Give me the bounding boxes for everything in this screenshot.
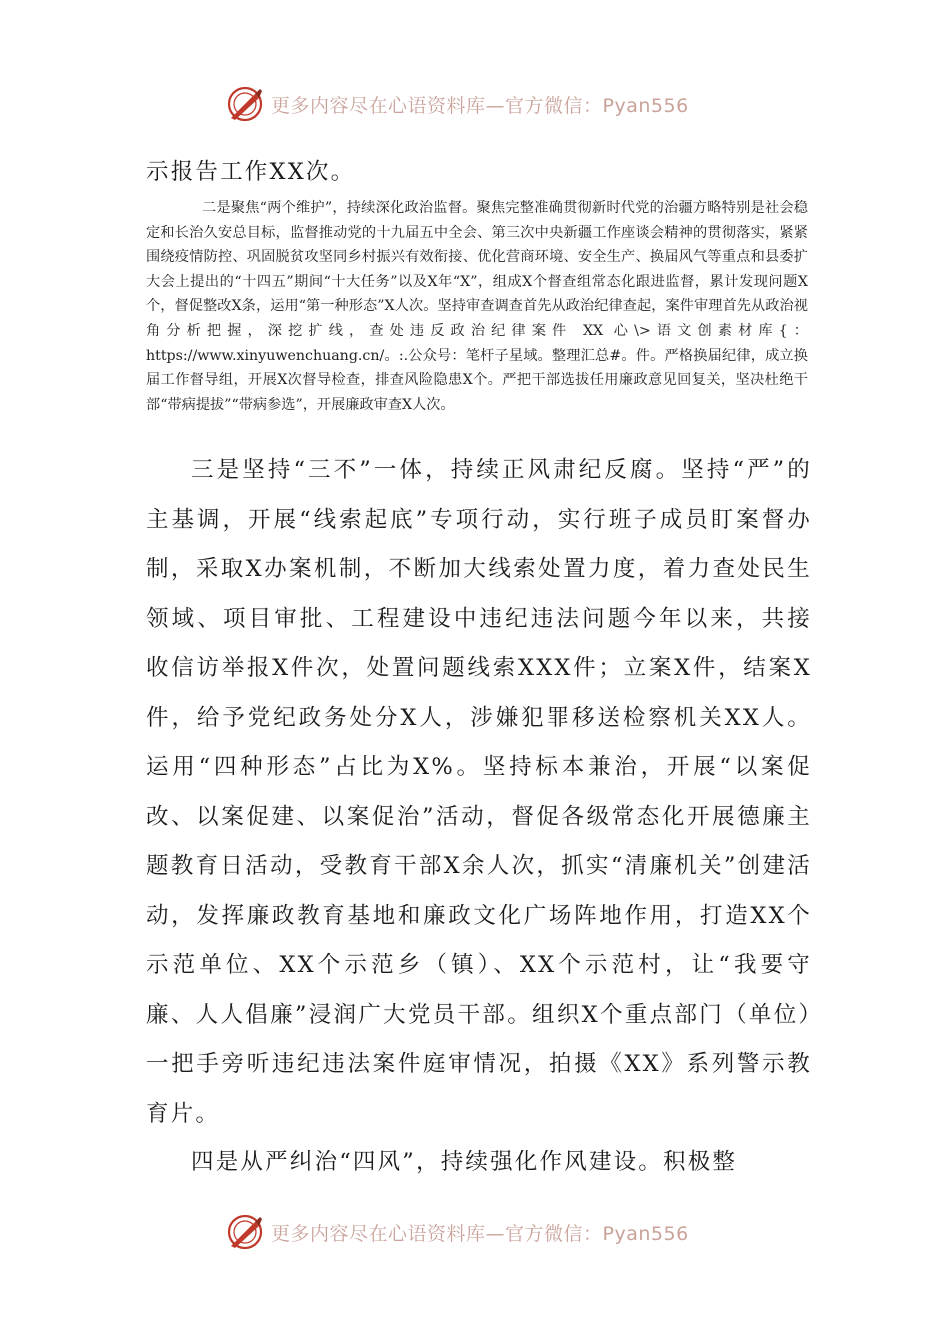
pen-logo-icon [225,1212,265,1252]
header-watermark [225,82,745,126]
footer-watermark [225,1210,745,1254]
paragraph-continuation: 示报告工作XX次。 [146,159,356,185]
pen-logo-icon [225,84,265,124]
paragraph-four: 四是从严纠治“四风”，持续强化作风建设。积极整 [191,1149,738,1175]
paragraph-two: 二是聚焦“两个维护”，持续深化政治监督。聚焦完整准确贯彻新时代党的治疆方略特别是社会稳定和长治久安总目标，监督推动党的十九届五中全会、第三次中央新疆工作座谈会精神的贯彻落实，紧紧围绕疫情防控、巩固脱贫攻坚同乡村振兴有效衔接、优化营商环境、安全生产、换届风气等重点和县委扩大会上提出的“十四五”期间“十大任务”以及X年“X”，组成X个督查组常态化跟进监督，累计发现问题X个，督促整改X条，运用“第一种形态”X人次。坚持审查调查首先从政治纪律查起，案件审理首先从政治视角分析把握，深挖扩线，查处违反政治纪律案件 XX 心\>语文创素材库{：https://www.xinyuwenchuang.cn/。:.公众号：笔杆子星域。整理汇总#。件。严格换届纪律，成立换届工作督导组，开展X次督导检查，排查风险隐患X个。严把干部选拔任用廉政意见回复关，坚决杜绝干部“带病提拔”“带病参选”，开展廉政审查X人次。 [146,200,808,413]
paragraph-three: 三是坚持“三不”一体，持续正风肃纪反腐。坚持“严”的主基调，开展“线索起底”专项行动，实行班子成员盯案督办制，采取X办案机制，不断加大线索处置力度，着力查处民生领域、项目审批、工程建设中违纪违法问题今年以来，共接收信访举报X件次，处置问题线索XXX件；立案X件，结案X件，给予党纪政务处分X人，涉嫌犯罪移送检察机关XX人。运用“四种形态”占比为X%。坚持标本兼治，开展“以案促改、以案促建、以案促治”活动，督促各级常态化开展德廉主题教育日活动，受教育干部X余人次，抓实“清廉机关”创建活动，发挥廉政教育基地和廉政文化广场阵地作用，打造XX个示范单位、XX个示范乡（镇）、XX个示范村，让“我要守廉、人人倡廉”浸润广大党员干部。组织X个重点部门（单位）一把手旁听违纪违法案件庭审情况，拍摄《XX》系列警示教育片。 [146,457,812,1127]
watermark-text: 更多内容尽在心语资料库—官方微信：Pyan556 [271,94,689,117]
watermark-text: 更多内容尽在心语资料库—官方微信：Pyan556 [271,1222,689,1245]
